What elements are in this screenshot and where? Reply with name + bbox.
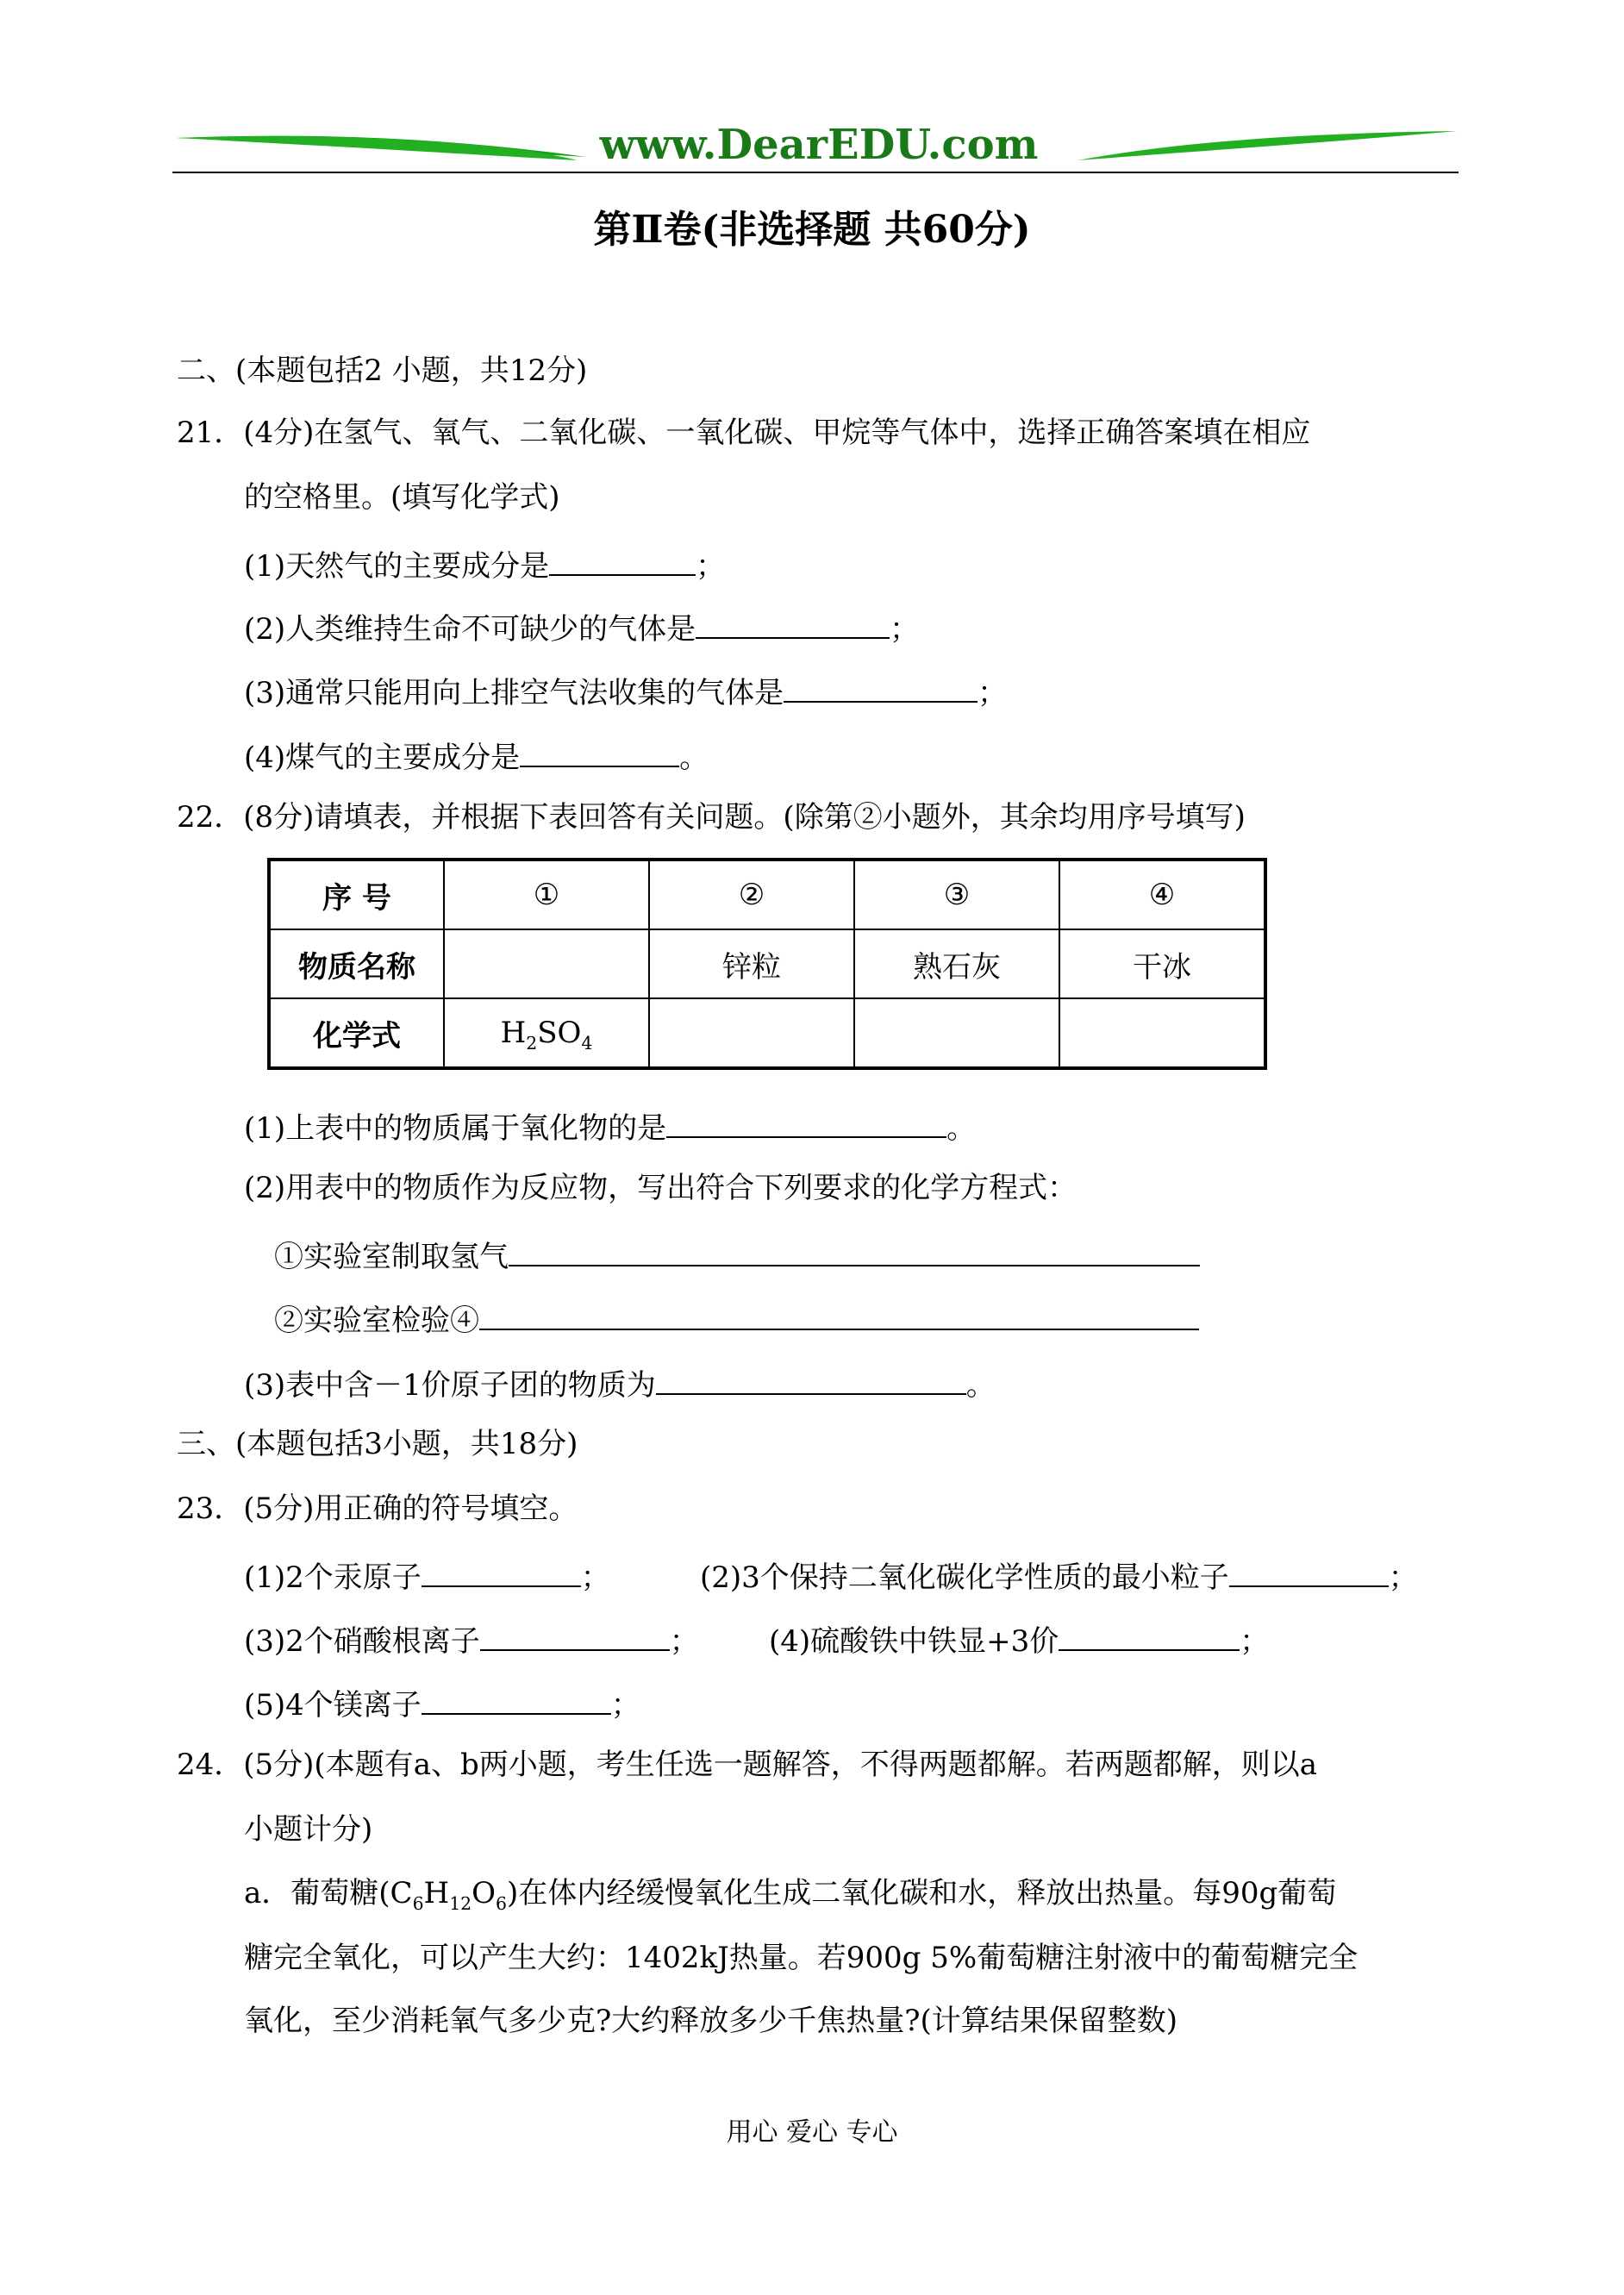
answer-blank[interactable] [666,1105,946,1138]
table-cell[interactable] [1059,998,1265,1068]
table-header-cell: 化学式 [269,998,444,1068]
question-stem: 23．(5分)用正确的符号填空。 [177,1491,578,1526]
table-cell[interactable] [444,929,649,998]
table-header-cell: 物质名称 [269,929,444,998]
header-site-text: www.DearEDU.com [599,121,1039,169]
table-row [269,998,1265,1068]
table-header-cell: 序 号 [269,860,444,929]
question-part: (2)3个保持二氧化碳化学性质的最小粒子 ； [700,1554,1418,1597]
table-cell[interactable] [854,998,1059,1068]
section-heading: 二、(本题包括2 小题，共12分) [177,353,588,388]
table-cell: ③ [854,860,1059,929]
table-cell: 锌粒 [649,929,854,998]
answer-blank[interactable] [422,1682,611,1715]
question-part: (2)用表中的物质作为反应物，写出符合下列要求的化学方程式： [244,1171,1077,1205]
page-title: 第Ⅱ卷(非选择题 共60分) [593,208,1031,252]
header-rule [172,172,1458,173]
substance-table [267,858,1267,1070]
table-cell: ② [649,860,854,929]
question-part: ②实验室检验④ [274,1298,1199,1340]
table-row [269,929,1265,998]
question-part: a．葡萄糖$(C_6H_{12}O_6)$在体内经缓慢氧化生成二氧化碳和水，释放出热量。每90g葡萄 [244,1876,1337,1914]
question-part: (1)2个汞原子 ； [244,1554,610,1597]
question-part: (3)表中含－1价原子团的物质为 。 [244,1362,996,1404]
answer-blank[interactable] [509,1234,1200,1266]
question-stem: 24．(5分)(本题有a、b两小题，考生任选一题解答，不得两题都解。若两题都解，则以a [177,1748,1317,1782]
question-part: (4)硫酸铁中铁显+3价 ； [769,1618,1269,1660]
question-part: 糖完全氧化，可以产生大约：1402kJ热量。若900g 5%葡萄糖注射液中的葡萄糖完全 [244,1941,1359,1975]
question-part: ①实验室制取氢气 [274,1234,1200,1276]
question-stem: 22．(8分)请填表，并根据下表回答有关问题。(除第②小题外，其余均用序号填写) [177,800,1246,835]
question-stem: 小题计分) [244,1812,373,1847]
answer-blank[interactable] [696,606,890,639]
table-row [269,860,1265,929]
answer-blank[interactable] [480,1618,670,1651]
question-part: (3)2个硝酸根离子 ； [244,1618,699,1660]
question-part: (1)天然气的主要成分是 ； [244,543,725,585]
page-footer: 用心 爱心 专心 [726,2117,898,2148]
answer-blank[interactable] [520,735,679,767]
table-cell: 干冰 [1059,929,1265,998]
question-part: (2)人类维持生命不可缺少的气体是 ； [244,606,919,648]
question-part: (5)4个镁离子 ； [244,1682,640,1724]
table-cell: ④ [1059,860,1265,929]
question-part: (3)通常只能用向上排空气法收集的气体是 ； [244,670,1007,712]
question-part: (1)上表中的物质属于氧化物的是 。 [244,1105,976,1148]
table-cell: 熟石灰 [854,929,1059,998]
question-stem: 的空格里。(填写化学式) [244,480,560,515]
question-part: (4)煤气的主要成分是 。 [244,735,709,777]
answer-blank[interactable] [1059,1618,1240,1651]
table-cell[interactable] [649,998,854,1068]
answer-blank[interactable] [479,1298,1199,1330]
answer-blank[interactable] [422,1554,581,1587]
question-stem: 21．(4分)在氢气、氧气、二氧化碳、一氧化碳、甲烷等气体中，选择正确答案填在相应 [177,416,1311,450]
table-cell: ① [444,860,649,929]
answer-blank[interactable] [784,670,978,703]
section-heading: 三、(本题包括3小题，共18分) [177,1427,578,1461]
answer-blank[interactable] [549,543,696,576]
question-part: 氧化，至少消耗氧气多少克?大约释放多少千焦热量?(计算结果保留整数) [244,2004,1177,2038]
answer-blank[interactable] [656,1362,966,1395]
table-cell-formula: $H_2SO_4$ [444,998,649,1068]
answer-blank[interactable] [1229,1554,1389,1587]
